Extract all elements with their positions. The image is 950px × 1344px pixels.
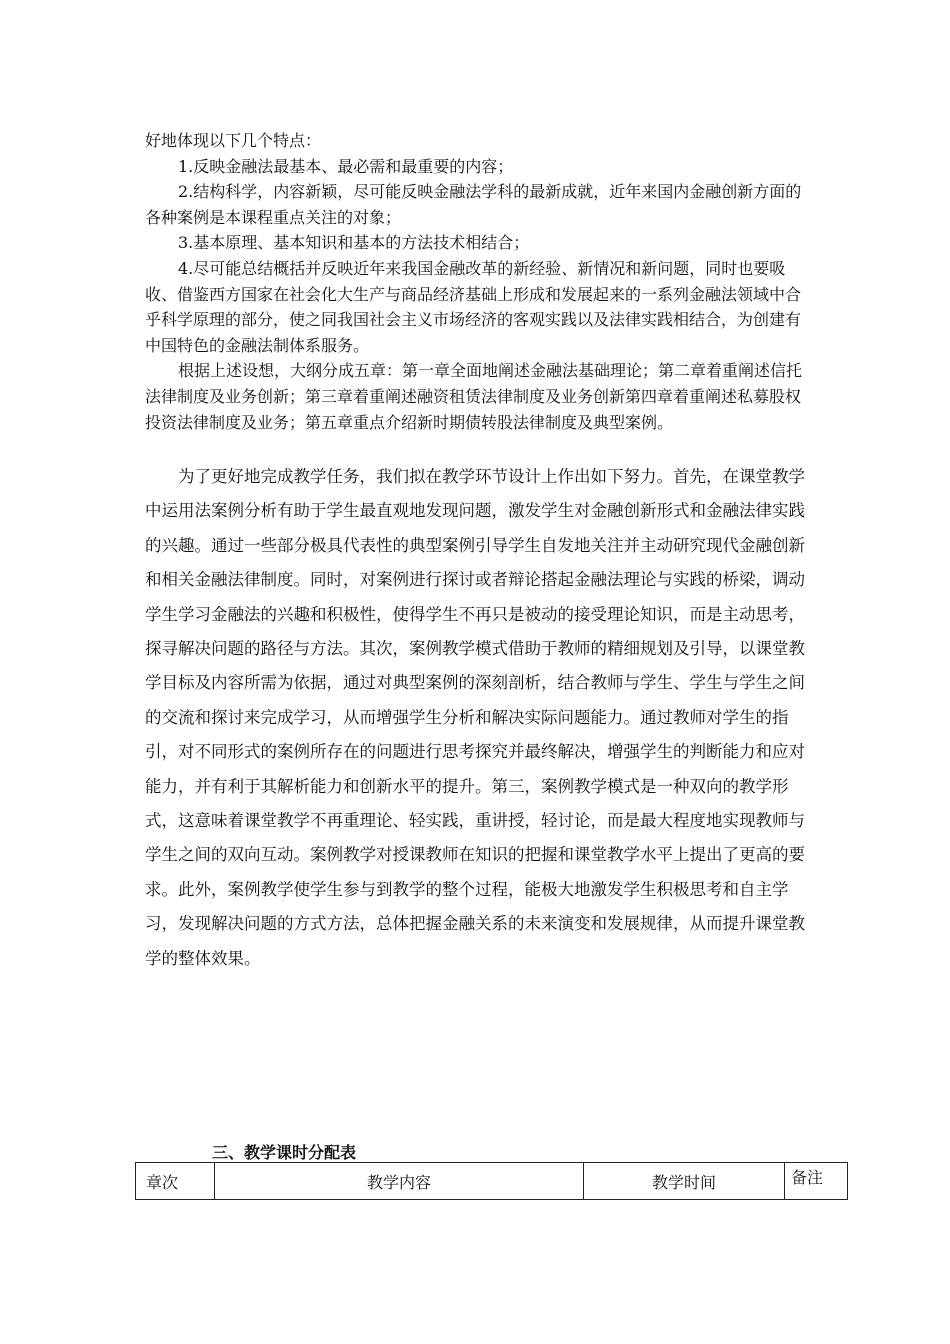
intro-line: 好地体现以下几个特点： — [145, 131, 322, 150]
hours-allocation-table — [135, 1162, 848, 1200]
table-header-row — [136, 1163, 848, 1200]
header-chapter: 章次 — [136, 1163, 215, 1200]
feature-item-3: 3.基本原理、基本知识和基本的方法技术相结合； — [178, 233, 530, 253]
header-time: 教学时间 — [584, 1163, 785, 1200]
feature-list-section — [145, 128, 805, 435]
feature-item-1: 1.反映金融法最基本、最必需和最重要的内容； — [178, 156, 514, 176]
teaching-method-section — [145, 460, 805, 976]
teaching-paragraph: 为了更好地完成教学任务，我们拟在教学环节设计上作出如下努力。首先，在课堂教学中运用法案例分析有助于学生最直观地发现问题，激发学生对金融创新形式和金融法律实践的兴趣。通过一些部分极具代表性的典型案例引导学生自发地关注并主动研究现代金融创新和相关金融法律制度。同时，对案例进行探讨或者辩论搭起金融法理论与实践的桥梁，调动学生学习金融法的兴趣和积极性，使得学生不再只是被动的接受理论知识，而是主动思考，探寻解决问题的路径与方法。其次，案例教学模式借助于教师的精细规划及引导，以课堂教学目标及内容所需为依据，通过对典型案例的深刻剖析，结合教师与学生、学生与学生之间的交流和探讨来完成学习，从而增强学生分析和解决实际问题能力。通过教师对学生的指引，对不同形式的案例所存在的问题进行思考探究并最终解决，增强学生的判断能力和应对能力，并有利于其解析能力和创新水平的提升。第三，案例教学模式是一种双向的教学形式，这意味着课堂教学不再重理论、轻实践，重讲授，轻讨论，而是最大程度地实现教师与学生之间的双向互动。案例教学对授课教师在知识的把握和课堂教学水平上提出了更高的要求。此外，案例教学使学生参与到教学的整个过程，能极大地激发学生积极思考和自主学习，发现解决问题的方式方法，总体把握金融关系的未来演变和发展规律，从而提升课堂教学的整体效果。 — [145, 467, 805, 968]
header-notes: 备注 — [785, 1163, 848, 1200]
section-heading: 三、教学课时分配表 — [212, 1143, 357, 1162]
feature-item-4: 4.尽可能总结概括并反映近年来我国金融改革的新经验、新情况和新问题，同时也要吸收、借鉴西方国家在社会化大生产与商品经济基础上形成和发展起来的一系列金融法领域中合乎科学原理的部分，使之同我国社会主义市场经济的客观实践以及法律实践相结合，为创建有中国特色的金融法制体系服务。 — [145, 258, 802, 355]
feature-item-2: 2.结构科学，内容新颖，尽可能反映金融法学科的最新成就，近年来国内金融创新方面的各种案例是本课程重点关注的对象； — [145, 182, 802, 227]
header-content: 教学内容 — [215, 1163, 584, 1200]
outline-paragraph: 根据上述设想，大纲分成五章：第一章全面地阐述金融法基础理论；第二章着重阐述信托法律制度及业务创新；第三章着重阐述融资租赁法律制度及业务创新第四章着重阐述私募股权投资法律制度及业务；第五章重点介绍新时期债转股法律制度及典型案例。 — [145, 361, 803, 432]
